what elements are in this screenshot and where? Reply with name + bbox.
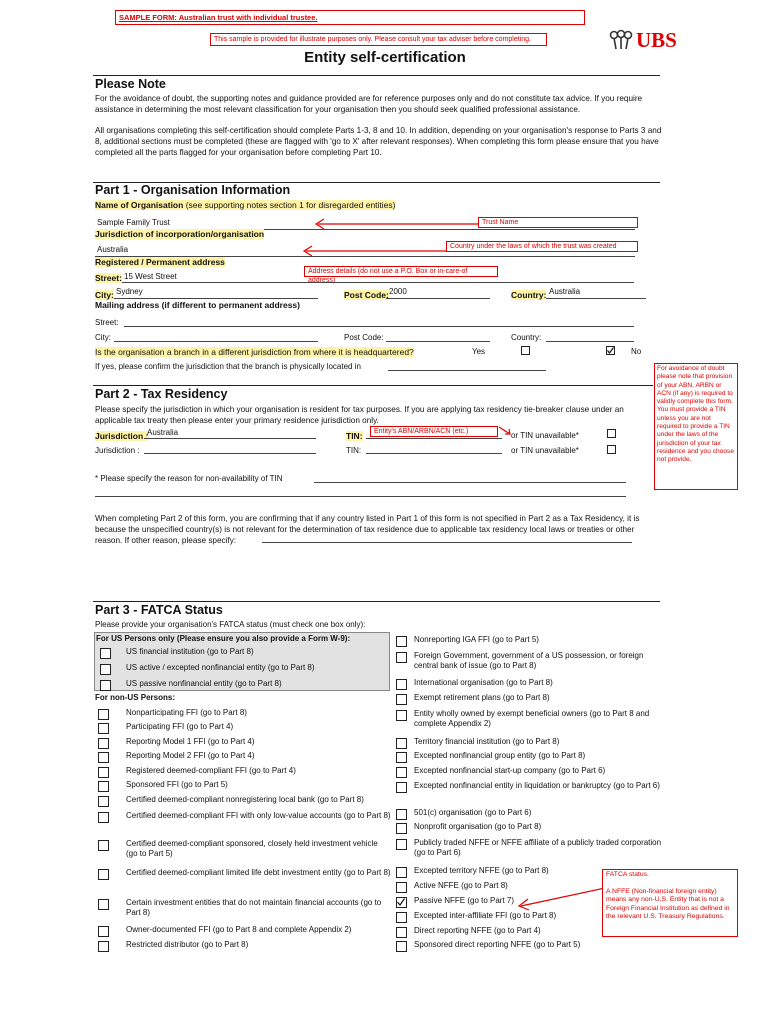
non-us-item-5-checkbox[interactable] [98, 767, 109, 778]
tin-reason-label: * Please specify the reason for non-availability of TIN [95, 474, 283, 483]
fatca-item-13-label: Excepted territory NFFE (go to Part 8) [414, 866, 549, 875]
part1-heading: Part 1 - Organisation Information [95, 183, 291, 197]
jurisdiction-1-line [144, 438, 316, 439]
non-us-item-11-checkbox[interactable] [98, 899, 109, 910]
branch-yes-checkbox[interactable] [521, 346, 530, 355]
us-item-3-label: US passive nonfinancial entity (go to Part 8) [126, 679, 282, 688]
jurisdiction-2-label: Jurisdiction : [95, 446, 140, 455]
divider [93, 385, 653, 386]
fatca-item-18-label: Sponsored direct reporting NFFE (go to Part 5) [414, 940, 581, 949]
branch-jurisdiction-line[interactable] [388, 370, 546, 371]
fatca-item-6-label: Territory financial institution (go to Part 8) [414, 737, 560, 746]
non-us-item-9-checkbox[interactable] [98, 840, 109, 851]
non-us-item-1-checkbox[interactable] [98, 709, 109, 720]
us-item-2-label: US active / excepted nonfinancial entity (go to Part 8) [126, 663, 315, 672]
non-us-item-10-checkbox[interactable] [98, 869, 109, 880]
city-label: City: [95, 290, 114, 300]
divider [93, 601, 660, 602]
fatca-item-14-label: Active NFFE (go to Part 8) [414, 881, 508, 890]
postcode-line [386, 298, 490, 299]
branch-no-checkbox[interactable] [606, 346, 615, 355]
non-us-item-8-checkbox[interactable] [98, 812, 109, 823]
mailing-postcode-label: Post Code: [344, 333, 384, 342]
non-us-item-3-checkbox[interactable] [98, 738, 109, 749]
jurisdiction-note: Country under the laws of which the trust was created [446, 241, 638, 252]
non-us-item-7-label: Certified deemed-compliant nonregistering local bank (go to Part 8) [126, 795, 364, 804]
jurisdiction-value[interactable]: Australia [97, 245, 129, 254]
tin-2-unavailable-checkbox[interactable] [607, 445, 616, 454]
fatca-item-17-checkbox[interactable] [396, 927, 407, 938]
fatca-item-5-label: Entity wholly owned by exempt beneficial owners (go to Part 8 and complete Appendix 2) [414, 709, 650, 728]
non-us-item-8-label: Certified deemed-compliant FFI with only low-value accounts (go to Part 8) [126, 811, 391, 820]
jurisdiction-1-value[interactable]: Australia [147, 428, 179, 437]
non-us-item-2-label: Participating FFI (go to Part 4) [126, 722, 234, 731]
fatca-item-18-checkbox[interactable] [396, 941, 407, 952]
please-note-p1: For the avoidance of doubt, the supporting notes and guidance provided are for reference purposes only and do not constitute tax advice. If you require assistance in determining the most relevant classification for your organisation then you should seek qualified professional assistance. [95, 94, 643, 114]
fatca-note-body: A NFFE (Non-financial foreign entity) means any non-U.S. Entity that is not a Foreign Financial Institution as defined in the relevant U.S. Treasury Regulations. [606, 887, 730, 920]
check-icon [607, 347, 614, 354]
non-us-item-9-label: Certified deemed-compliant sponsored, closely held investment vehicle (go to Part 5) [126, 839, 378, 858]
fatca-item-3-checkbox[interactable] [396, 679, 407, 690]
tin-1-unavailable-checkbox[interactable] [607, 429, 616, 438]
registered-label: Registered / Permanent address [95, 257, 225, 267]
mailing-street-label: Street: [95, 318, 119, 327]
abn-side-note: For avoidance of doubt please note that provision of your ABN, ARBN or ACN (if any) is required to validly complete this form. You must provide a TIN unless you are not required to provide a TIN under the laws of the jurisdiction of your tax residence and you choose not provide. [654, 363, 738, 490]
page-title: Entity self-certification [304, 49, 466, 66]
fatca-item-6-checkbox[interactable] [396, 738, 407, 749]
fatca-item-8-checkbox[interactable] [396, 767, 407, 778]
non-us-heading: For non-US Persons: [95, 693, 176, 702]
non-us-item-3-label: Reporting Model 1 FFI (go to Part 4) [126, 737, 255, 746]
non-us-item-7-checkbox[interactable] [98, 796, 109, 807]
mailing-street-line[interactable] [124, 326, 634, 327]
fatca-item-11-label: Nonprofit organisation (go to Part 8) [414, 822, 542, 831]
fatca-item-5-checkbox[interactable] [396, 710, 407, 721]
tin-2-label: TIN: [346, 446, 362, 455]
fatca-item-16-label: Excepted inter-affiliate FFI (go to Part 8) [414, 911, 557, 920]
mailing-country-line[interactable] [546, 341, 634, 342]
arrow-icon [312, 218, 480, 230]
tin-2-line[interactable] [366, 453, 502, 454]
street-label: Street: [95, 273, 122, 283]
fatca-item-17-label: Direct reporting NFFE (go to Part 4) [414, 926, 541, 935]
fatca-item-1-label: Nonreporting IGA FFI (go to Part 5) [414, 635, 539, 644]
country-line [546, 298, 646, 299]
us-persons-heading: For US Persons only (Please ensure you also provide a Form W-9): [96, 634, 351, 643]
us-item-1-checkbox[interactable] [100, 648, 111, 659]
keys-icon [608, 29, 634, 51]
fatca-item-16-checkbox[interactable] [396, 912, 407, 923]
tin-reason-line-2[interactable] [95, 496, 626, 497]
fatca-item-4-checkbox[interactable] [396, 694, 407, 705]
trust-name-note: Trust Name [478, 217, 638, 228]
divider [93, 75, 660, 76]
fatca-item-10-label: 501(c) organisation (go to Part 6) [414, 808, 532, 817]
fatca-status-note [602, 869, 738, 937]
fatca-item-9-checkbox[interactable] [396, 782, 407, 793]
fatca-item-14-checkbox[interactable] [396, 882, 407, 893]
fatca-item-4-label: Exempt retirement plans (go to Part 8) [414, 693, 550, 702]
postcode-label: Post Code: [344, 290, 389, 300]
us-item-1-label: US financial institution (go to Part 8) [126, 647, 254, 656]
country-value[interactable]: Australia [549, 287, 581, 296]
tin-note: Entity's ABN/ARBN/ACN (etc.) [370, 426, 498, 437]
part3-heading: Part 3 - FATCA Status [95, 603, 223, 617]
non-us-item-13-checkbox[interactable] [98, 941, 109, 952]
fatca-item-12-label: Publicly traded NFFE or NFFE affiliate of a publicly traded corporation (go to Part 6) [414, 838, 662, 857]
fatca-item-15-checkbox[interactable] [396, 897, 407, 908]
arrow-icon [515, 886, 607, 912]
fatca-item-9-label: Excepted nonfinancial entity in liquidation or bankruptcy (go to Part 6) [414, 781, 660, 790]
fatca-item-11-checkbox[interactable] [396, 823, 407, 834]
non-us-item-11-label: Certain investment entities that do not maintain financial accounts (go to Part 8) [126, 898, 382, 917]
yes-label: Yes [472, 347, 486, 356]
fatca-item-7-label: Excepted nonfinancial group entity (go to Part 8) [414, 751, 586, 760]
city-line [114, 298, 318, 299]
other-reason-line[interactable] [262, 542, 632, 543]
disclaimer-banner [210, 33, 547, 46]
non-us-item-1-label: Nonparticipating FFI (go to Part 8) [126, 708, 247, 717]
tin-2-unavailable: or TIN unavailable* [511, 446, 579, 455]
org-name-value[interactable]: Sample Family Trust [97, 218, 170, 227]
mailing-postcode-line[interactable] [386, 341, 490, 342]
arrow-icon [300, 245, 448, 257]
fatca-item-2-checkbox[interactable] [396, 652, 407, 663]
street-value[interactable]: 15 West Street [124, 272, 177, 281]
fatca-item-1-checkbox[interactable] [396, 636, 407, 647]
us-item-3-checkbox[interactable] [100, 680, 111, 691]
fatca-item-12-checkbox[interactable] [396, 839, 407, 850]
non-us-item-12-checkbox[interactable] [98, 926, 109, 937]
postcode-value[interactable]: 2000 [389, 287, 407, 296]
part2-intro: Please specify the jurisdiction in which your organisation is resident for tax purposes. If you are applying tax residency tie-breaker clause under an applicable tax treaty then please enter your primary residence jurisdiction only. [95, 405, 624, 425]
fatca-item-8-label: Excepted nonfinancial start-up company (go to Part 6) [414, 766, 606, 775]
jurisdiction-1-label: Jurisdiction : [95, 431, 149, 441]
mailing-label: Mailing address (if different to permanent address) [95, 300, 300, 310]
no-label: No [631, 347, 642, 356]
street-line [122, 282, 634, 283]
non-us-item-5-label: Registered deemed-compliant FFI (go to Part 4) [126, 766, 296, 775]
arrow-icon [498, 426, 512, 436]
mailing-city-label: City: [95, 333, 111, 342]
tin-1-unavailable: or TIN unavailable* [511, 431, 579, 440]
non-us-item-6-checkbox[interactable] [98, 781, 109, 792]
tin-1-line[interactable] [366, 438, 502, 439]
non-us-item-13-label: Restricted distributor (go to Part 8) [126, 940, 249, 949]
fatca-item-13-checkbox[interactable] [396, 867, 407, 878]
sample-form-banner [115, 10, 585, 25]
logo-text: UBS [636, 28, 677, 52]
fatca-item-3-label: International organisation (go to Part 8) [414, 678, 553, 687]
tin-reason-line[interactable] [314, 482, 626, 483]
non-us-item-2-checkbox[interactable] [98, 723, 109, 734]
part2-heading: Part 2 - Tax Residency [95, 387, 228, 401]
please-note-p2: All organisations completing this self-certification should complete Parts 1-3, 8 and 10. In addition, depending on your organisation's response to Parts 3 and 8, additional sections must be completed (these are flagged with 'go to X' after relevant responses). When completing this form please ensure that you have completed all the parts flagged for your organisation before completing Part 10. [95, 126, 662, 157]
fatca-item-15-label: Passive NFFE (go to Part 7) [414, 896, 515, 905]
non-us-item-6-label: Sponsored FFI (go to Part 5) [126, 780, 228, 789]
branch-question: Is the organisation a branch in a different jurisdiction from where it is headquartered? [95, 347, 414, 357]
please-note-heading: Please Note [95, 77, 166, 91]
address-note: Address details (do not use a P.O. Box or in-care-of address) [304, 266, 498, 277]
fatca-item-10-checkbox[interactable] [396, 809, 407, 820]
non-us-item-12-label: Owner-documented FFI (go to Part 8 and complete Appendix 2) [126, 925, 352, 934]
fatca-item-7-checkbox[interactable] [396, 752, 407, 763]
tin-1-label: TIN: [346, 431, 363, 441]
mailing-city-line[interactable] [114, 341, 318, 342]
part3-intro: Please provide your organisation's FATCA status (must check one box only): [95, 620, 366, 629]
jurisdiction-2-line[interactable] [144, 453, 316, 454]
mailing-country-label: Country: [511, 333, 542, 342]
branch-confirm: If yes, please confirm the jurisdiction that the branch is physically located in [95, 362, 361, 371]
disclaimer-text: This sample is provided for illustrate purposes only. Please consult your tax adviser before completing. [214, 36, 531, 43]
org-name-label: Name of Organisation (see supporting notes section 1 for disregarded entities) [95, 200, 396, 210]
city-value[interactable]: Sydney [116, 287, 143, 296]
country-label: Country: [511, 290, 547, 300]
non-us-item-4-checkbox[interactable] [98, 752, 109, 763]
fatca-note-title: FATCA status. [606, 871, 649, 878]
fatca-item-2-label: Foreign Government, government of a US possession, or foreign central bank of issue (go to Part 8) [414, 651, 644, 670]
check-icon [397, 898, 405, 906]
non-us-item-4-label: Reporting Model 2 FFI (go to Part 4) [126, 751, 255, 760]
jurisdiction-label: Jurisdiction of incorporation/organisation [95, 229, 265, 239]
us-item-2-checkbox[interactable] [100, 664, 111, 675]
non-us-item-10-label: Certified deemed-compliant limited life debt investment entity (go to Part 8) [126, 868, 391, 877]
part2-completing: When completing Part 2 of this form, you are confirming that if any country listed in Part 1 of this form is not specified in Part 2 as a Tax Residency, it is because the unspecified country(s) is not relevant for the determination of tax residence due to applicable tax residency local laws or treaties or other reason. If other reason, please specify: [95, 514, 640, 545]
sample-form-text: SAMPLE FORM: Australian trust with individual trustee. [119, 13, 318, 22]
